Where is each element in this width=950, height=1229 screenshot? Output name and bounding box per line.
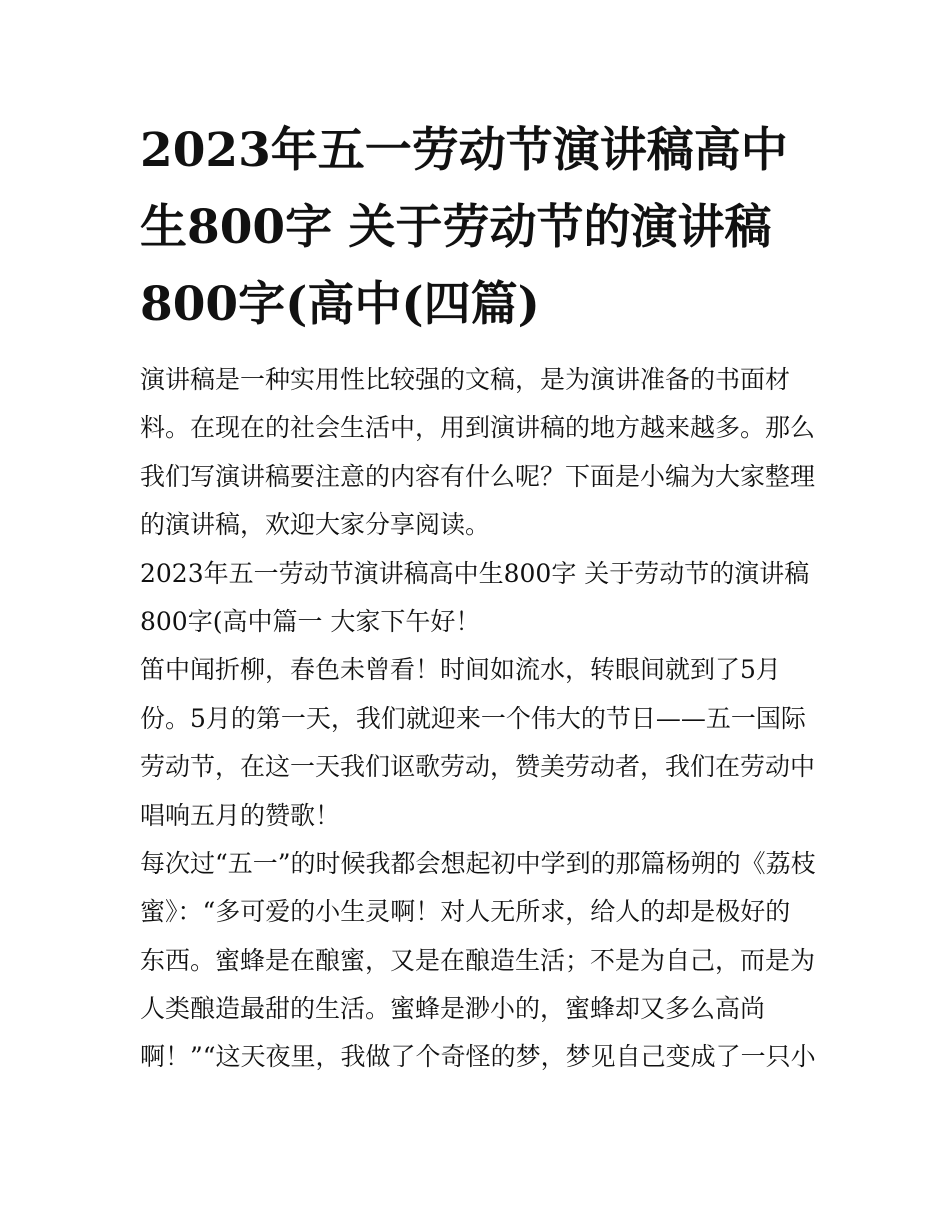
paragraph-line: 唱响五月的赞歌！ bbox=[140, 800, 341, 830]
paragraph-line: 每次过“五一”的时候我都会想起初中学到的那篇杨朔的《荔枝 bbox=[140, 848, 816, 878]
paragraph-line: 人类酿造最甜的生活。蜜蜂是渺小的，蜜蜂却又多么高尚 bbox=[140, 994, 766, 1024]
paragraph-line: 劳动节，在这一天我们讴歌劳动，赞美劳动者，我们在劳动中 bbox=[140, 752, 816, 782]
document-title bbox=[140, 112, 820, 343]
title-line: 800字(高中(四篇) bbox=[140, 277, 540, 332]
section-heading-line: 800字(高中篇一 大家下午好！ bbox=[140, 606, 481, 636]
paragraph-line: 笛中闻折柳，春色未曾看！时间如流水，转眼间就到了5月 bbox=[140, 655, 781, 685]
title-line: 生800字 关于劳动节的演讲稿 bbox=[140, 200, 772, 255]
paragraph-line: 东西。蜜蜂是在酿蜜，又是在酿造生活；不是为自己，而是为 bbox=[140, 945, 816, 975]
document-body bbox=[140, 356, 820, 1082]
intro-line: 的演讲稿，欢迎大家分享阅读。 bbox=[140, 510, 491, 540]
section-heading-line: 2023年五一劳动节演讲稿高中生800字 关于劳动节的演讲稿 bbox=[140, 558, 810, 588]
intro-line: 演讲稿是一种实用性比较强的文稿，是为演讲准备的书面材 bbox=[140, 365, 791, 394]
paragraph-line: 蜜》：“多可爱的小生灵啊！对人无所求，给人的却是极好的 bbox=[140, 897, 791, 927]
paragraph-line: 啊！”“这天夜里，我做了个奇怪的梦，梦见自己变成了一只小 bbox=[140, 1042, 816, 1072]
intro-line: 料。在现在的社会生活中，用到演讲稿的地方越来越多。那么 bbox=[140, 413, 816, 443]
paragraph-line: 份。5月的第一天，我们就迎来一个伟大的节日——五一国际 bbox=[140, 703, 806, 733]
title-line: 2023年五一劳动节演讲稿高中 bbox=[140, 123, 788, 178]
intro-line: 我们写演讲稿要注意的内容有什么呢？下面是小编为大家整理 bbox=[140, 461, 816, 491]
